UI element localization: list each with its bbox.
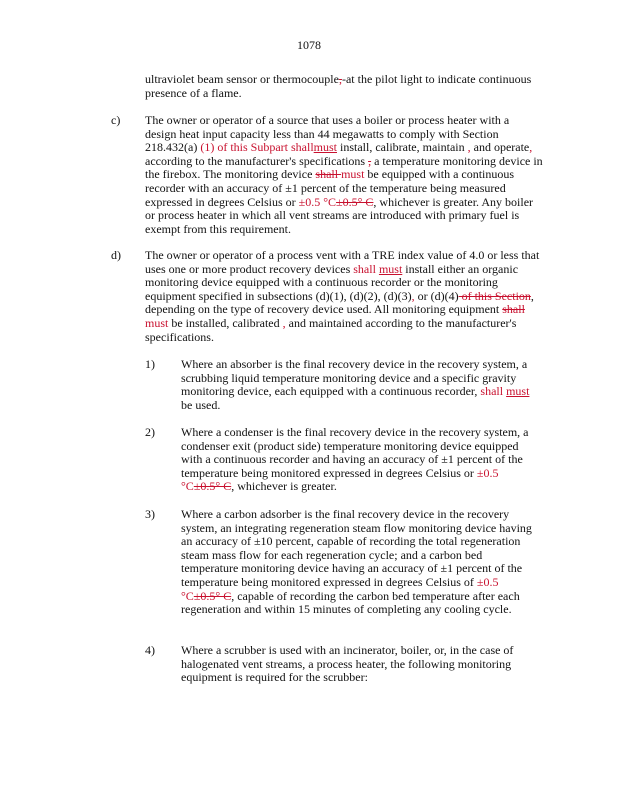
revision-deletion: ±0.5° C <box>193 479 232 494</box>
revision-insert: , <box>467 140 471 155</box>
text: equipment is required for the scrubber: <box>181 670 368 685</box>
revision-insert: shall <box>353 261 379 276</box>
revision-deletion: shall <box>315 167 342 182</box>
text: an accuracy of ±10 percent, capable of recording the total regeneration <box>181 534 521 549</box>
text: expressed in degrees Celsius or <box>145 194 299 209</box>
revision-deletion: ±0.5° C <box>336 194 374 209</box>
text-line <box>145 290 539 304</box>
text-line <box>181 453 529 467</box>
text-line <box>145 276 539 290</box>
text: system, an integrating regeneration steam flow monitoring device having <box>181 520 532 535</box>
text: , <box>530 288 534 303</box>
text: ultraviolet beam sensor or thermocouple <box>145 72 339 86</box>
revision-deletion: of this Section <box>458 288 531 303</box>
paragraph-label: 3) <box>145 507 155 521</box>
text: , capable of recording the carbon bed temperature after each <box>231 588 520 603</box>
text-line <box>181 522 532 536</box>
text: -at the pilot light to indicate continuous <box>341 72 532 86</box>
text: uses one or more product recovery devices <box>145 261 354 276</box>
text-line <box>145 168 543 182</box>
text-line <box>181 562 532 576</box>
text: and operate <box>470 140 530 155</box>
revision-deletion: , <box>368 153 372 168</box>
text-line <box>145 303 539 317</box>
text-line <box>181 358 529 372</box>
revision-insert: , <box>529 140 533 155</box>
revision-insert: , <box>411 288 415 303</box>
paragraph <box>181 644 513 685</box>
text-line <box>181 549 532 563</box>
revision-insert-underlined: must <box>506 384 530 399</box>
text-line <box>145 155 543 169</box>
text: monitoring device equipped with a continuous recorder or the monitoring <box>145 275 498 290</box>
paragraph <box>181 508 532 617</box>
text: design heat input capacity less than 44 megawatts to comply with Section <box>145 126 499 141</box>
revision-insert: ±0.5 <box>476 465 499 480</box>
text: temperature monitoring device having an accuracy of ±1 percent of the <box>181 561 523 576</box>
text: according to the manufacturer's specifications <box>145 153 369 168</box>
text-line <box>145 223 543 237</box>
text-line <box>145 331 539 345</box>
text-line <box>181 467 529 481</box>
text-line <box>181 372 529 386</box>
page-number: 1078 <box>297 38 321 52</box>
text-line <box>181 590 532 604</box>
revision-insert: must <box>341 167 365 182</box>
text: recorder with an accuracy of ±1 percent of the temperature being measured <box>145 180 506 195</box>
text: exempt from this requirement. <box>145 221 291 236</box>
text: temperature being monitored expressed in degrees Celsius of <box>181 574 477 589</box>
paragraph-label: c) <box>111 113 121 127</box>
text: monitoring device, each equipped with a continuous recorder, <box>181 384 481 399</box>
text-line <box>181 440 529 454</box>
text-line <box>181 480 529 494</box>
text: or (d)(4) <box>414 288 459 303</box>
revision-insert: (1) of this Subpart shall <box>200 140 314 155</box>
text: the firebox. The monitoring device <box>145 167 316 182</box>
text-line <box>181 576 532 590</box>
text-line <box>145 73 531 87</box>
revision-insert: must <box>145 315 169 330</box>
text: or process heater in which all vent streams are introduced with primary fuel is <box>145 208 520 223</box>
revision-deletion: , <box>338 72 342 86</box>
revision-deletion: shall <box>502 302 525 317</box>
paragraph-label: d) <box>111 248 121 262</box>
text: Where a carbon adsorber is the final recovery device in the recovery <box>181 507 510 521</box>
text-line <box>181 508 532 522</box>
text: , whichever is greater. Any boiler <box>373 194 534 209</box>
text-line <box>145 128 543 142</box>
text-line <box>181 671 513 685</box>
text: with a continuous recorder and having an accuracy of ±1 percent of the <box>181 452 523 467</box>
text-line <box>145 141 543 155</box>
text: be used. <box>181 397 221 412</box>
text-line <box>145 263 539 277</box>
text-line <box>145 182 543 196</box>
paragraph-label: 4) <box>145 643 155 657</box>
text: condenser exit (product side) temperature monitoring device equipped <box>181 438 519 453</box>
text: regeneration and within 15 minutes of completing any cooling cycle. <box>181 602 512 617</box>
text: depending on the type of recovery device used. All monitoring equipment <box>145 302 503 317</box>
revision-insert-underlined: must <box>313 140 337 155</box>
text: install either an organic <box>402 261 519 276</box>
text-line <box>181 658 513 672</box>
revision-insert: °C <box>181 588 194 603</box>
paragraph-label: 2) <box>145 425 155 439</box>
text-line <box>181 644 513 658</box>
text: Where a condenser is the final recovery device in the recovery system, a <box>181 425 529 439</box>
text: steam mass flow for each regeneration cycle; and a carbon bed <box>181 547 483 562</box>
text-line <box>145 196 543 210</box>
text: be equipped with a continuous <box>364 167 515 182</box>
paragraph <box>145 249 539 344</box>
text: a temperature monitoring device in <box>371 153 543 168</box>
text: presence of a flame. <box>145 85 242 100</box>
text: specifications. <box>145 329 214 344</box>
revision-insert: shall <box>480 384 507 399</box>
text-line <box>181 535 532 549</box>
revision-deletion: ±0.5° C <box>193 588 232 603</box>
text: and maintained according to the manufacturer's <box>285 315 517 330</box>
revision-insert-underlined: must <box>378 261 403 276</box>
revision-insert: , <box>282 315 286 330</box>
revision-insert: ±0.5 °C <box>298 194 337 209</box>
text-line <box>181 426 529 440</box>
text-line <box>181 385 529 399</box>
revision-insert: ±0.5 <box>476 574 499 589</box>
text: be installed, calibrated <box>168 315 283 330</box>
text: The owner or operator of a process vent with a TRE index value of 4.0 or less that <box>145 248 540 262</box>
paragraph-label: 1) <box>145 357 155 371</box>
paragraph <box>145 114 543 236</box>
text-line <box>145 209 543 223</box>
text-line <box>145 87 531 101</box>
text: Where an absorber is the final recovery device in the recovery system, a <box>181 357 528 371</box>
text: equipment specified in subsections (d)(1), (d)(2), (d)(3) <box>145 288 412 303</box>
text: scrubbing liquid temperature monitoring device and a specific gravity <box>181 370 517 385</box>
text-line <box>145 317 539 331</box>
text-line <box>181 399 529 413</box>
text: halogenated vent streams, a process heater, the following monitoring <box>181 656 512 671</box>
text-line <box>181 603 532 617</box>
text: 218.432(a) <box>145 140 201 155</box>
revision-insert: °C <box>181 479 194 494</box>
text-line <box>145 114 543 128</box>
text: Where a scrubber is used with an incinerator, boiler, or, in the case of <box>181 643 514 657</box>
text: temperature being monitored expressed in degrees Celsius or <box>181 465 477 480</box>
text: , whichever is greater. <box>231 479 337 494</box>
paragraph <box>181 358 529 412</box>
text: install, calibrate, maintain <box>337 140 468 155</box>
text-line <box>145 249 539 263</box>
paragraph <box>145 73 531 100</box>
paragraph <box>181 426 529 494</box>
text: The owner or operator of a source that uses a boiler or process heater with a <box>145 113 510 127</box>
